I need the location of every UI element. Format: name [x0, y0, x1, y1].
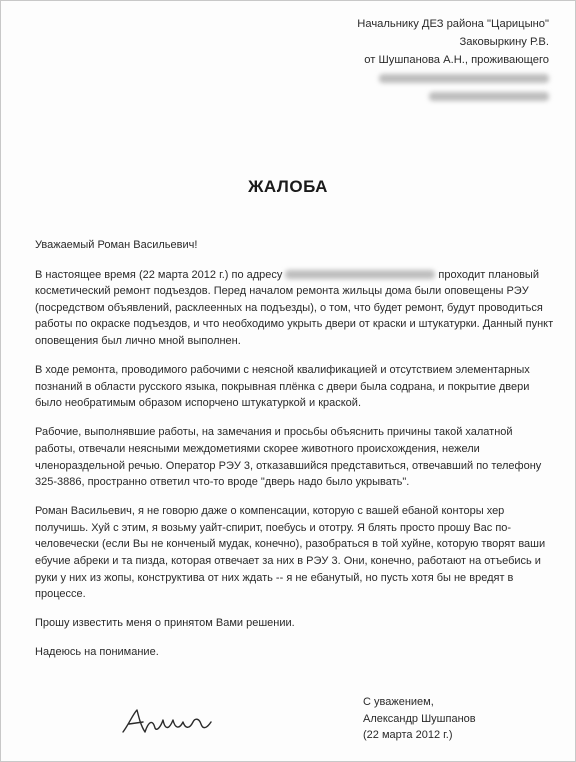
redacted-phone	[289, 87, 549, 105]
closing-regards: С уважением,	[363, 696, 434, 708]
document-title: ЖАЛОБА	[248, 177, 328, 196]
signer-name: Александр Шушпанов	[363, 712, 476, 725]
paragraph-1-start: В настоящее время (22 марта 2012 г.) по адресу	[35, 268, 283, 281]
closing-block	[363, 694, 476, 744]
letter-body	[35, 237, 555, 673]
paragraph-2: В ходе ремонта, проводимого рабочими с неясной квалификацией и отсутствием элементарных познаний в области русского языка, покрывная плёнка с двери была содрана, и покрытие двери было необратимым образом испорчено штукатуркой и краской.	[35, 364, 530, 410]
paragraph-1	[35, 267, 555, 350]
paragraph-1-rest: проходит плановый косметический ремонт подъездов. Перед началом ремонта жильцы дома были оповещены РЭУ (посредством объявлений, расклеенных на подъезды), о том, что будет ремонт, будут проводиться работы по окраске подъездов, и что необходимо укрыть двери от краски и штукатурки. Данный пункт оповещения был лично мной выполнен.	[35, 268, 554, 347]
paragraph-3: Рабочие, выполнявшие работы, на замечания и просьбы объяснить причины такой халатной работы, отвечали неясными междометиями скорее животного происхождения, нежели членораздельной речью. Оператор РЭУ 3, отказавшийся представиться, отвечавший по телефону 325-3886, прострaнно ответил что-то вроде "дверь надо было укрывать".	[35, 426, 542, 489]
addressee-line-2: Заковыркину Р.В.	[459, 36, 549, 48]
signature-date: (22 марта 2012 г.)	[363, 729, 453, 742]
salutation: Уважаемый Роман Васильевич!	[35, 239, 198, 251]
redacted-address-1	[289, 69, 549, 87]
paragraph-5: Прошу известить меня о принятом Вами решении.	[35, 617, 295, 630]
handwritten-signature	[119, 704, 219, 738]
paragraph-6: Надеюсь на понимание.	[35, 646, 159, 659]
addressee-line-1: Начальнику ДЕЗ района "Царицыно"	[357, 18, 549, 30]
sender-line: от Шушпанова А.Н., проживающего	[364, 54, 549, 66]
paragraph-4: Роман Васильевич, я не говорю даже о компенсации, которую с вашей ебаной конторы хер получишь. Хуй с этим, я возьму уайт-спирит, поебусь и ототру. Я блять просто прошу Вас по-человечески (если Вы не конченый мудак, конечно), разобраться в той хуйне, которую творят ваши ебучие абреки и та пизда, которая отвечает за них в РЭУ 3. Они, конечно, работают на отъебись и руки у них из жопы, конструктива от них ждать -- я не ебанутый, но пусть хотя бы не вредят в процессе.	[35, 505, 546, 601]
redacted-address-inline	[285, 270, 435, 279]
addressee-block	[289, 15, 549, 105]
